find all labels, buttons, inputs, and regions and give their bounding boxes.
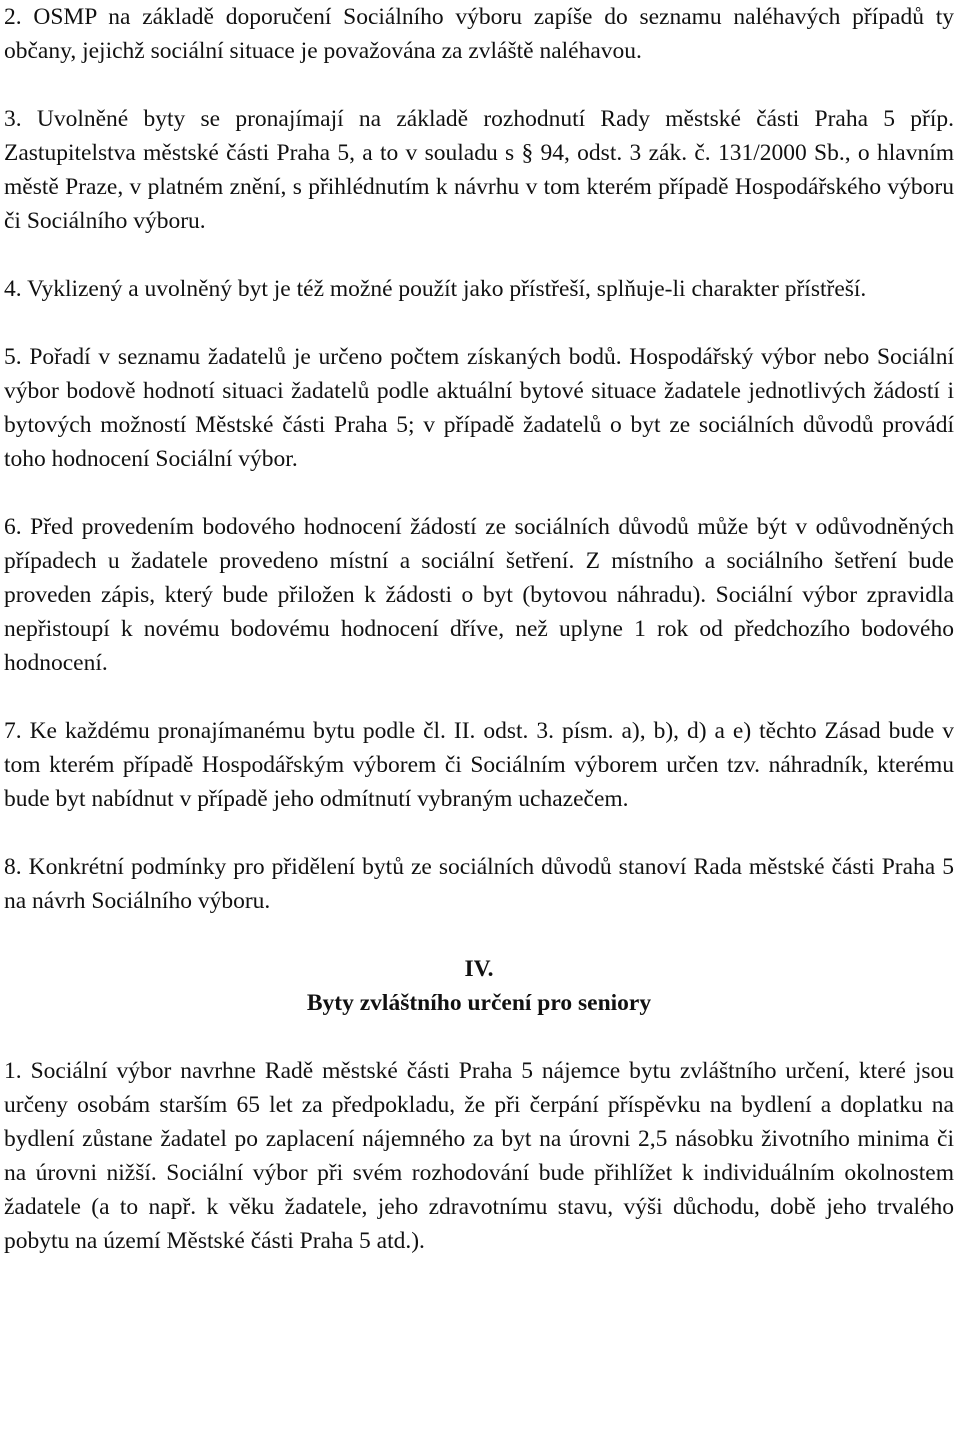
section-number: IV. (464, 956, 494, 982)
paragraph-6: 6. Před provedením bodového hodnocení žádostí ze sociálních důvodů může být v odůvodněných případech u žadatele provedeno místní a sociální šetření. Z místního a sociálního šetření bude proveden zápis, který bude přiložen k žádosti o byt (bytovou náhradu). Sociální výbor zpravidla nepřistoupí k novému bodovému hodnocení dříve, než uplyne 1 rok od předchozího bodového hodnocení. (4, 514, 954, 676)
paragraph-spacer (4, 680, 954, 714)
paragraph-2: 2. OSMP na základě doporučení Sociálního výboru zapíše do seznamu naléhavých případů ty občany, jejichž sociální situace je považována za zvláště naléhavou. (4, 4, 954, 64)
paragraph-spacer (4, 238, 954, 272)
paragraph-spacer (4, 476, 954, 510)
section-paragraph-1: 1. Sociální výbor navrhne Radě městské části Praha 5 nájemce bytu zvláštního určení, které jsou určeny osobám starším 65 let za předpokladu, že při čerpání příspěvku na bydlení a doplatku na bydlení zůstane žadatel po zaplacení nájemného za byt na úrovni 2,5 násobku životního minima či na úrovni nižší. Sociální výbor při svém rozhodování bude přihlížet k individuálním okolnostem žadatele (a to např. k věku žadatele, jeho zdravotnímu stavu, výši důchodu, době jeho trvalého pobytu na území Městské části Praha 5 atd.). (4, 1058, 954, 1254)
paragraph-4: 4. Vyklizený a uvolněný byt je též možné použít jako přístřeší, splňuje-li charakter přístřeší. (4, 276, 867, 302)
paragraph-5: 5. Pořadí v seznamu žadatelů je určeno počtem získaných bodů. Hospodářský výbor nebo Sociální výbor bodově hodnotí situaci žadatelů podle aktuální bytové situace žadatele jednotlivých žádostí i bytových možností Městské části Praha 5; v případě žadatelů o byt ze sociálních důvodů provádí toho hodnocení Sociální výbor. (4, 344, 954, 472)
paragraph-spacer (4, 68, 954, 102)
paragraph-7: 7. Ke každému pronajímanému bytu podle čl. II. odst. 3. písm. a), b), d) a e) těchto Zásad bude v tom kterém případě Hospodářským výborem či Sociálním výborem určen tzv. náhradník, kterému bude byt nabídnut v případě jeho odmítnutí vybraným uchazečem. (4, 718, 954, 812)
paragraph-spacer (4, 918, 954, 952)
paragraph-spacer (4, 816, 954, 850)
paragraph-8: 8. Konkrétní podmínky pro přidělení bytů ze sociálních důvodů stanoví Rada městské části Praha 5 na návrh Sociálního výboru. (4, 854, 954, 914)
section-title: Byty zvláštního určení pro seniory (306, 990, 652, 1016)
document-page (4, 0, 954, 1258)
paragraph-spacer (4, 1020, 954, 1054)
paragraph-spacer (4, 306, 954, 340)
paragraph-3: 3. Uvolněné byty se pronajímají na základě rozhodnutí Rady městské části Praha 5 příp. Zastupitelstva městské části Praha 5, a to v souladu s § 94, odst. 3 zák. č. 131/2000 Sb., o hlavním městě Praze, v platném znění, s přihlédnutím k návrhu v tom kterém případě Hospodářského výboru či Sociálního výboru. (4, 106, 954, 234)
